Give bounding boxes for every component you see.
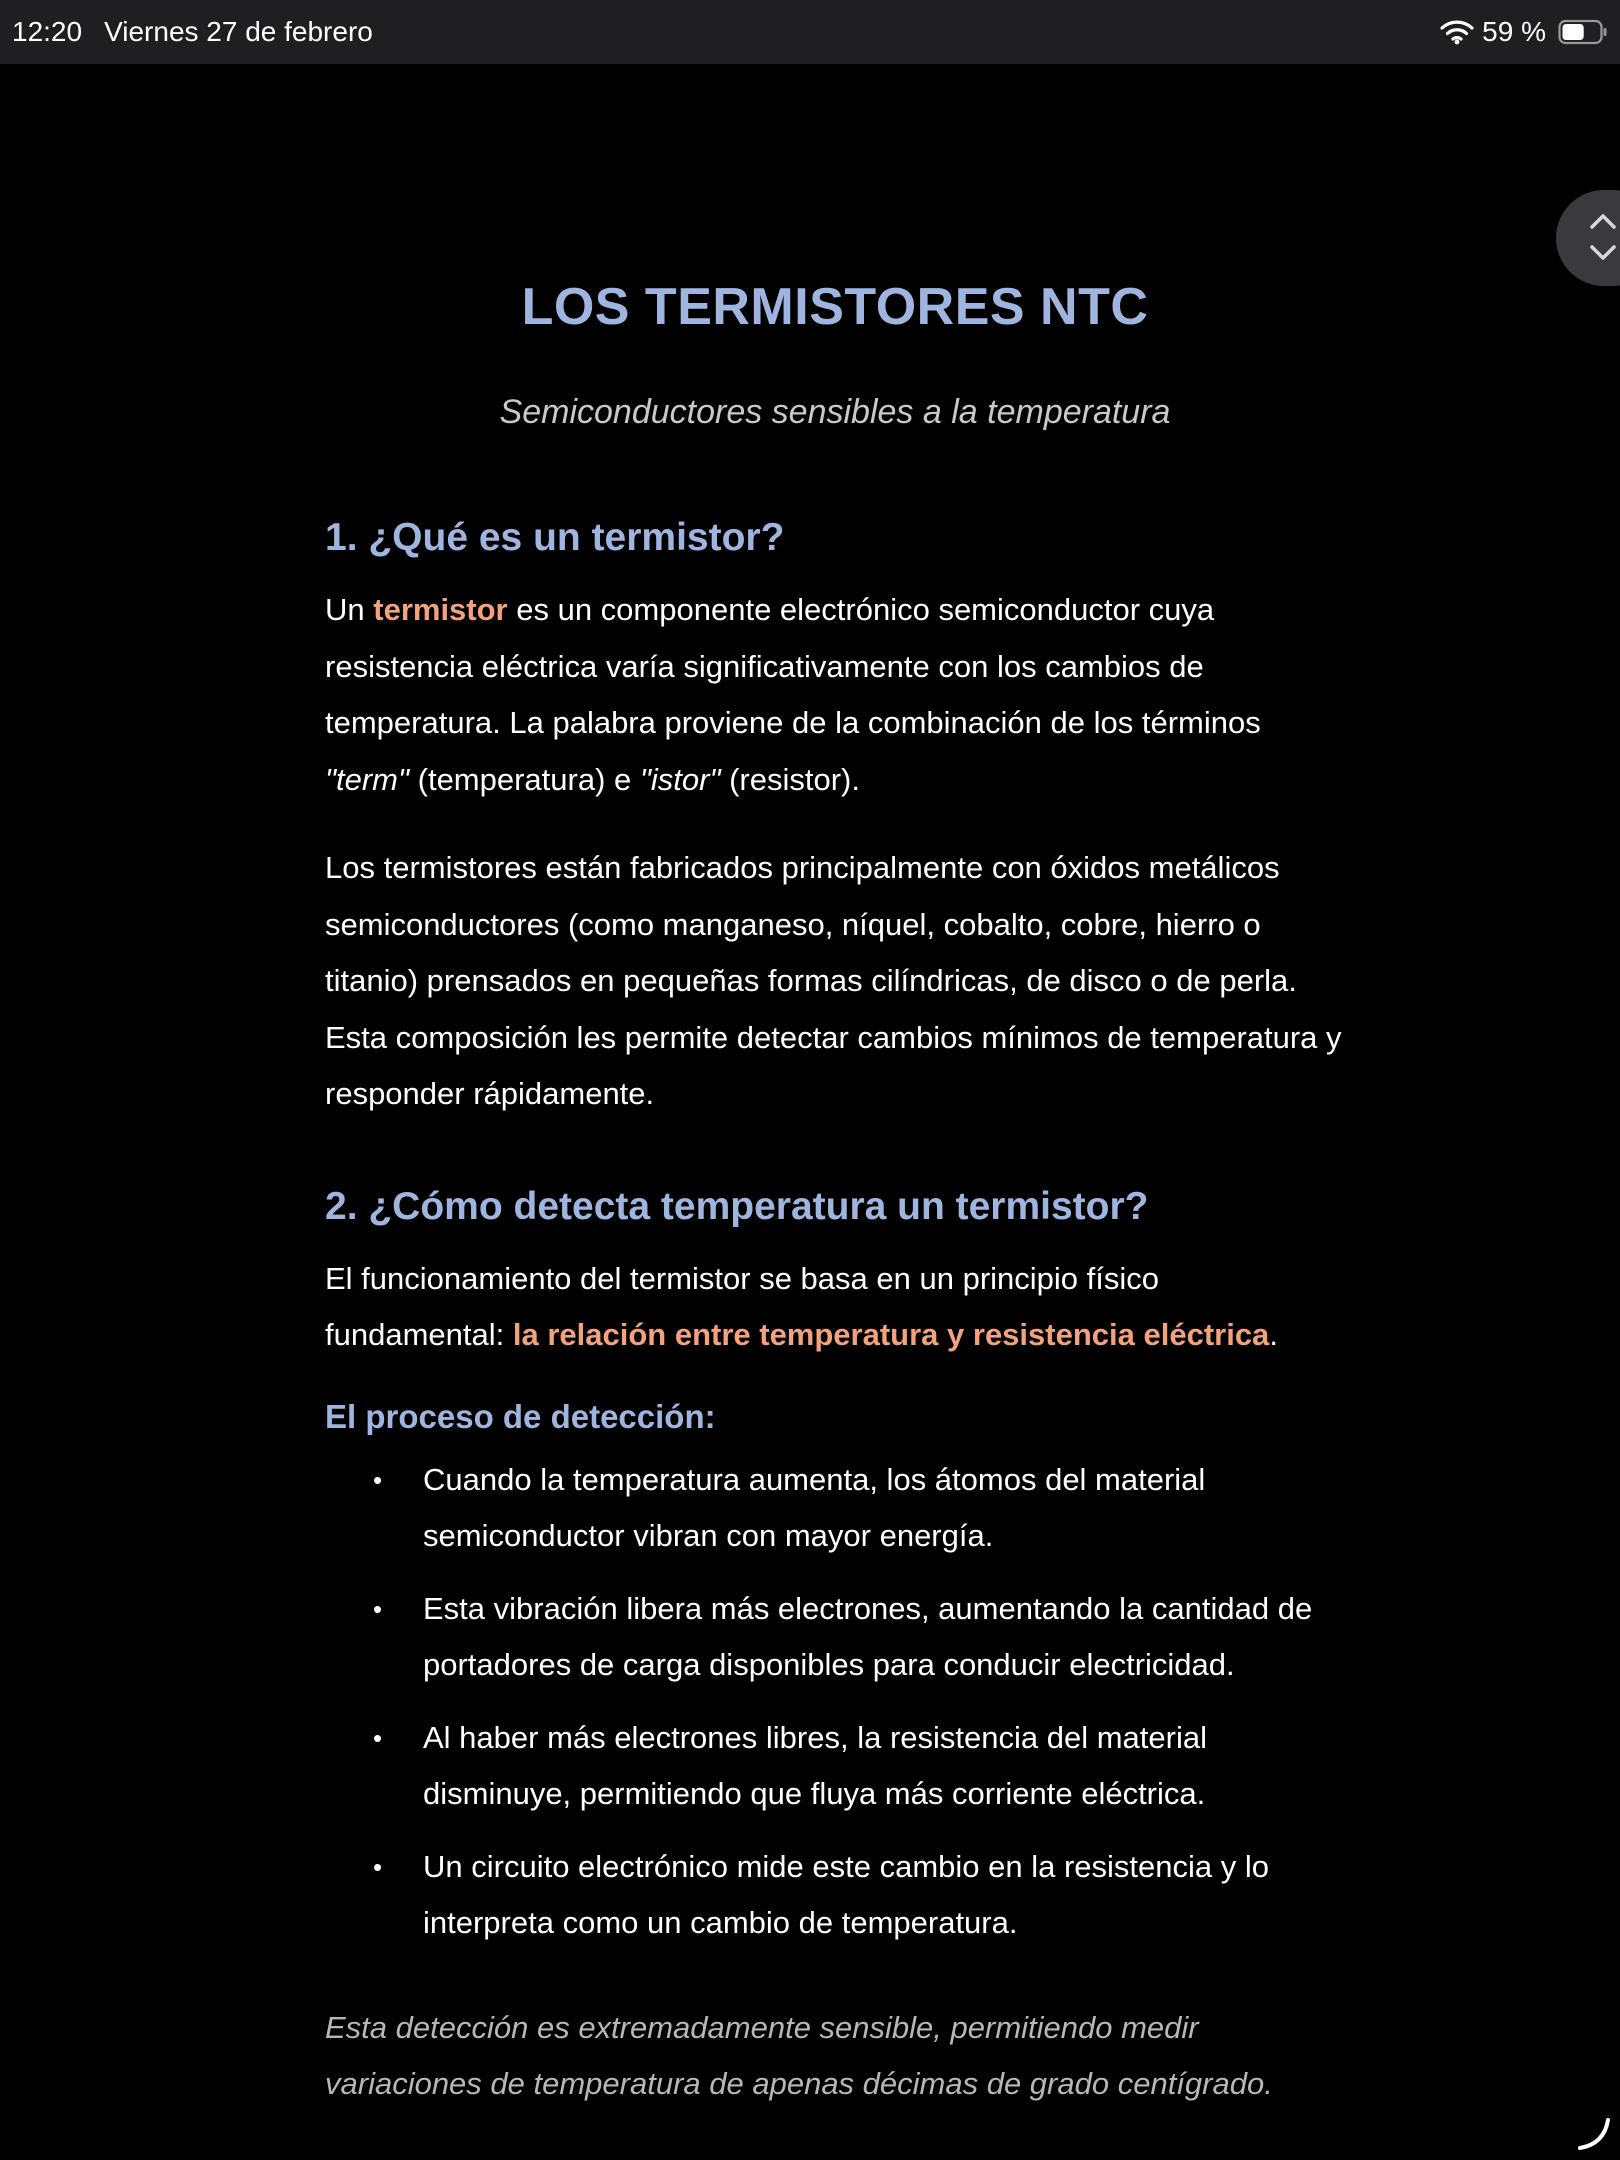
list-item-text: Esta vibración libera más electrones, aumentando la cantidad de portadores de carga disponibles para conducir electricidad.	[423, 1590, 1313, 1682]
corner-gesture-icon[interactable]	[1574, 2114, 1614, 2154]
list-item	[325, 1581, 1345, 1694]
process-list	[325, 1452, 1345, 1952]
text-run: (temperatura) e	[409, 761, 640, 797]
bullet: •	[373, 1464, 383, 1495]
highlight-relation: la relación entre temperatura y resistencia eléctrica	[512, 1317, 1270, 1352]
section-1-heading: 1. ¿Qué es un termistor?	[325, 516, 785, 559]
scroll-control[interactable]	[1556, 190, 1620, 286]
status-left	[12, 14, 373, 50]
list-item	[325, 1452, 1345, 1565]
bullet: •	[373, 1593, 383, 1624]
emphasis-term: "term"	[325, 761, 410, 797]
text-run: Un	[325, 592, 374, 627]
bullet: •	[373, 1722, 383, 1753]
text-run: El funcionamiento del termistor se basa en un principio físico fundamental:	[325, 1260, 1159, 1352]
wifi-icon	[1440, 19, 1474, 45]
section-1-paragraph-1	[325, 582, 1345, 808]
list-item-text: Al haber más electrones libres, la resistencia del material disminuye, permitiendo que fluya más corriente eléctrica.	[423, 1719, 1207, 1811]
highlight-term: termistor	[373, 592, 508, 627]
text-run: es un componente electrónico semiconductor cuya resistencia eléctrica varía significativamente con los cambios de temperatura. La palabra proviene de la combinación de los términos	[325, 592, 1261, 740]
battery-fill	[1563, 24, 1584, 40]
battery-percent: 59 %	[1482, 16, 1546, 47]
status-date: Viernes 27 de febrero	[104, 16, 373, 47]
chevron-up-icon[interactable]	[1586, 210, 1620, 232]
section-2-note: Esta detección es extremadamente sensible, permitiendo medir variaciones de temperatura de apenas décimas de grado centígrado.	[325, 2009, 1273, 2101]
list-item	[325, 1710, 1345, 1823]
process-subheading: El proceso de detección:	[325, 1397, 716, 1435]
status-time: 12:20	[12, 16, 83, 47]
status-bar	[0, 0, 1620, 64]
chevron-down-icon[interactable]	[1586, 242, 1620, 264]
section-2-paragraph-1	[325, 1251, 1345, 1364]
page-title: LOS TERMISTORES NTC	[521, 278, 1149, 336]
status-right	[1440, 14, 1608, 50]
page-subtitle: Semiconductores sensibles a la temperatura	[499, 393, 1171, 431]
list-item-text: Cuando la temperatura aumenta, los átomos del material semiconductor vibran con mayor energía.	[423, 1461, 1206, 1553]
bullet: •	[373, 1851, 383, 1882]
battery-icon	[1558, 19, 1608, 45]
list-item-text: Un circuito electrónico mide este cambio en la resistencia y lo interpreta como un cambio de temperatura.	[423, 1848, 1269, 1940]
article	[325, 270, 1345, 2113]
text-run: (resistor).	[720, 761, 860, 797]
emphasis-istor: "istor"	[639, 761, 721, 797]
section-2-heading: 2. ¿Cómo detecta temperatura un termistor?	[325, 1184, 1149, 1228]
text-run: .	[1269, 1317, 1278, 1352]
section-1-paragraph-2: Los termistores están fabricados principalmente con óxidos metálicos semiconductores (como manganeso, níquel, cobalto, cobre, hierro o titanio) prensados en pequeñas formas cilíndricas, de disco o de perla. Esta composición les permite detectar cambios mínimos de temperatura y responder rápidamente.	[325, 850, 1342, 1111]
list-item	[325, 1839, 1345, 1952]
